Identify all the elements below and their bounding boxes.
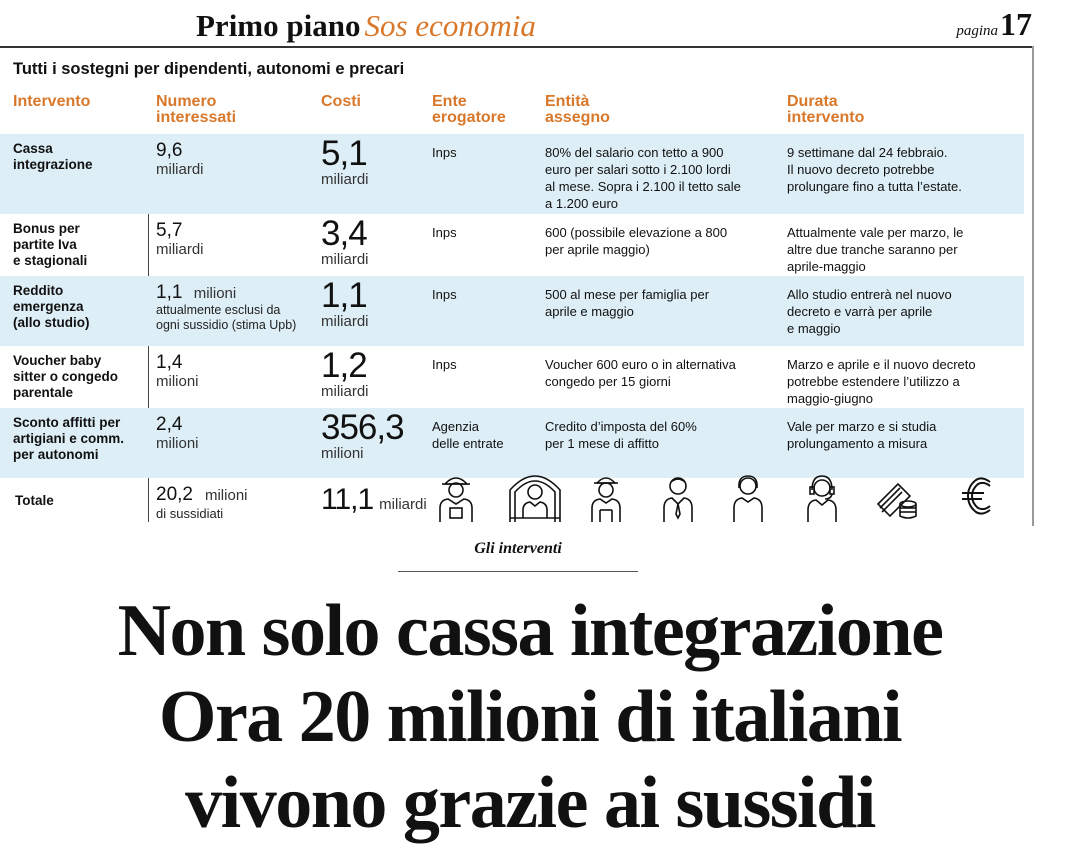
row-label: [13, 214, 143, 269]
table-title: Tutti i sostegni per dipendenti, autonomi e precari: [13, 60, 405, 78]
kicker-rule: [398, 571, 638, 572]
cashier-icon: [504, 468, 566, 524]
cost-value: 5,1: [321, 134, 367, 173]
table-row: [0, 134, 1024, 214]
row-duration: [787, 276, 1017, 337]
headline-line: vivono grazie ai sussidi: [185, 762, 875, 844]
page-label: pagina: [956, 23, 998, 39]
agency-line: delle entrate: [432, 436, 504, 451]
row-beneficiaries: [156, 276, 306, 333]
row-duration: [787, 408, 1017, 452]
beneficiaries-value: 2,4: [156, 414, 183, 435]
factory-worker-icon: [582, 468, 630, 524]
row-cost: [321, 134, 421, 188]
duration-line: Marzo e aprile e il nuovo decreto: [787, 357, 976, 372]
cost-value: 356,3: [321, 408, 404, 447]
cost-unit: miliardi: [321, 313, 369, 330]
row-label-line: Bonus per: [13, 221, 80, 236]
row-agency: [432, 276, 532, 303]
column-header-durata: [787, 94, 864, 126]
column-header-line: interessati: [156, 109, 237, 126]
amount-line: 600 (possibile elevazione a 800: [545, 225, 728, 240]
row-label-line: per autonomi: [13, 447, 99, 462]
row-label-line: partite Iva: [13, 237, 77, 252]
row-label-line: (allo studio): [13, 315, 90, 330]
total-beneficiaries-value: 20,2: [156, 484, 193, 505]
kicker: Gli interventi: [474, 540, 562, 557]
duration-line: maggio-giugno: [787, 391, 874, 406]
row-duration: [787, 214, 1017, 275]
row-agency: [432, 214, 532, 241]
row-label-line: Reddito: [13, 283, 64, 298]
duration-line: decreto e varrà per aprile: [787, 304, 933, 319]
beneficiaries-unit: milioni: [156, 435, 199, 452]
duration-line: Attualmente vale per marzo, le: [787, 225, 964, 240]
amount-line: 500 al mese per famiglia per: [545, 287, 710, 302]
amount-line: al mese. Sopra i 2.100 il tetto sale: [545, 179, 741, 194]
total-cost-unit: miliardi: [379, 496, 427, 513]
row-beneficiaries: [156, 134, 306, 179]
row-label-line: Voucher baby: [13, 353, 102, 368]
row-label-line: e stagionali: [13, 253, 88, 268]
agency-line: Inps: [432, 287, 457, 302]
total-beneficiaries-unit: milioni: [204, 487, 248, 504]
page-digit: 17: [1000, 6, 1032, 42]
beneficiaries-unit: miliardi: [156, 241, 204, 258]
masthead: [0, 0, 1082, 50]
beneficiaries-value: 1,1: [156, 282, 183, 303]
right-rule: [1032, 46, 1034, 526]
column-header-line: Durata: [787, 93, 838, 110]
total-beneficiaries: [156, 484, 248, 521]
duration-line: potrebbe estendere l’utilizzo a: [787, 374, 960, 389]
row-label-line: parentale: [13, 385, 74, 400]
construction-worker-icon: [432, 468, 480, 524]
column-header-line: Intervento: [13, 93, 91, 110]
duration-line: altre due tranche saranno per: [787, 242, 958, 257]
office-man-icon: [654, 468, 702, 524]
amount-line: Credito d’imposta del 60%: [545, 419, 697, 434]
column-header-costi: [321, 94, 361, 110]
amount-line: per aprile maggio): [545, 242, 650, 257]
amount-line: congedo per 15 giorni: [545, 374, 671, 389]
cost-unit: milioni: [321, 445, 364, 462]
row-label-line: emergenza: [13, 299, 84, 314]
duration-line: 9 settimane dal 24 febbraio.: [787, 145, 948, 160]
total-beneficiaries-note: di sussidiati: [156, 506, 224, 521]
column-header-line: Ente: [432, 93, 467, 110]
icon-strip: [432, 468, 1022, 526]
euro-icon: [954, 468, 1002, 524]
amount-line: Voucher 600 euro o in alternativa: [545, 357, 736, 372]
amount-line: per 1 mese di affitto: [545, 436, 659, 451]
duration-line: e maggio: [787, 321, 841, 336]
row-cost: [321, 214, 421, 268]
beneficiaries-value: 5,7: [156, 220, 183, 241]
beneficiaries-value: 9,6: [156, 140, 183, 161]
duration-line: aprile-maggio: [787, 259, 866, 274]
duration-line: prolungare fino a tutta l’estate.: [787, 179, 962, 194]
cost-unit: miliardi: [321, 171, 369, 188]
cost-value: 3,4: [321, 214, 367, 253]
row-agency: [432, 134, 532, 161]
cost-unit: miliardi: [321, 383, 369, 400]
amount-line: euro per salari sotto i 2.100 lordi: [545, 162, 731, 177]
amount-line: 80% del salario con tetto a 900: [545, 145, 724, 160]
headline-line: Ora 20 milioni di italiani: [158, 676, 902, 758]
beneficiaries-value-line: [156, 282, 306, 303]
agency-line: Inps: [432, 145, 457, 160]
beneficiaries-unit: milioni: [156, 373, 199, 390]
column-header-line: Costi: [321, 93, 361, 110]
column-header-line: erogatore: [432, 109, 506, 126]
section-subtitle: Sos economia: [364, 8, 536, 43]
column-header-entita: [545, 94, 610, 126]
table-row: [0, 276, 1024, 346]
cost-unit: miliardi: [321, 251, 369, 268]
cost-value: 1,1: [321, 276, 367, 315]
amount-line: aprile e maggio: [545, 304, 634, 319]
row-duration: [787, 134, 1017, 195]
column-header-ente: [432, 94, 506, 126]
page-number: [956, 6, 1032, 43]
beneficiaries-note: attualmente esclusi da ogni sussidio (stima Upb): [156, 303, 297, 332]
row-beneficiaries: [156, 346, 306, 391]
duration-line: Vale per marzo e si studia: [787, 419, 937, 434]
woman-icon: [724, 468, 772, 524]
column-header-intervento: [13, 94, 90, 110]
row-label-line: integrazione: [13, 157, 93, 172]
row-agency: [432, 408, 532, 452]
headline-line: Non solo cassa integrazione: [117, 590, 943, 672]
duration-line: Allo studio entrerà nel nuovo: [787, 287, 952, 302]
total-label: Totale: [15, 493, 54, 508]
row-amount: [545, 214, 770, 258]
row-duration: [787, 346, 1017, 407]
row-label-line: sitter o congedo: [13, 369, 119, 384]
table-row: [0, 214, 1024, 276]
row-label: [13, 276, 143, 331]
cost-value: 1,2: [321, 346, 367, 385]
row-beneficiaries: [156, 408, 306, 453]
money-coins-icon: [872, 468, 920, 524]
row-cost: [321, 346, 421, 400]
duration-line: Il nuovo decreto potrebbe: [787, 162, 935, 177]
column-header-numero: [156, 94, 236, 126]
column-header-line: intervento: [787, 109, 865, 126]
headset-operator-icon: [798, 468, 846, 524]
row-label-line: Cassa: [13, 141, 53, 156]
row-label-line: Sconto affitti per: [13, 415, 121, 430]
agency-line: Inps: [432, 225, 457, 240]
row-label: [13, 346, 143, 401]
top-rule: [0, 46, 1032, 48]
row-amount: [545, 134, 770, 212]
row-label: [13, 408, 143, 463]
beneficiaries-unit: milioni: [193, 285, 237, 302]
row-label: [13, 134, 143, 173]
section-name: Primo piano: [196, 8, 361, 43]
row-cost: [321, 408, 421, 462]
total-cost: [321, 483, 427, 517]
agency-line: Agenzia: [432, 419, 479, 434]
row-cost: [321, 276, 421, 330]
beneficiaries-value: 1,4: [156, 352, 183, 373]
column-header-line: assegno: [545, 109, 610, 126]
row-amount: [545, 346, 770, 390]
beneficiaries-unit: miliardi: [156, 161, 204, 178]
table-row: [0, 346, 1024, 408]
agency-line: Inps: [432, 357, 457, 372]
total-cost-value: 11,1: [321, 483, 374, 516]
headline: [30, 588, 1030, 846]
row-label-line: artigiani e comm.: [13, 431, 125, 446]
row-agency: [432, 346, 532, 373]
row-amount: [545, 276, 770, 320]
row-beneficiaries: [156, 214, 306, 259]
row-amount: [545, 408, 770, 452]
column-header-line: Numero: [156, 93, 217, 110]
column-header-line: Entità: [545, 93, 590, 110]
duration-line: prolungamento a misura: [787, 436, 928, 451]
amount-line: a 1.200 euro: [545, 196, 619, 211]
section-title: [196, 8, 536, 44]
